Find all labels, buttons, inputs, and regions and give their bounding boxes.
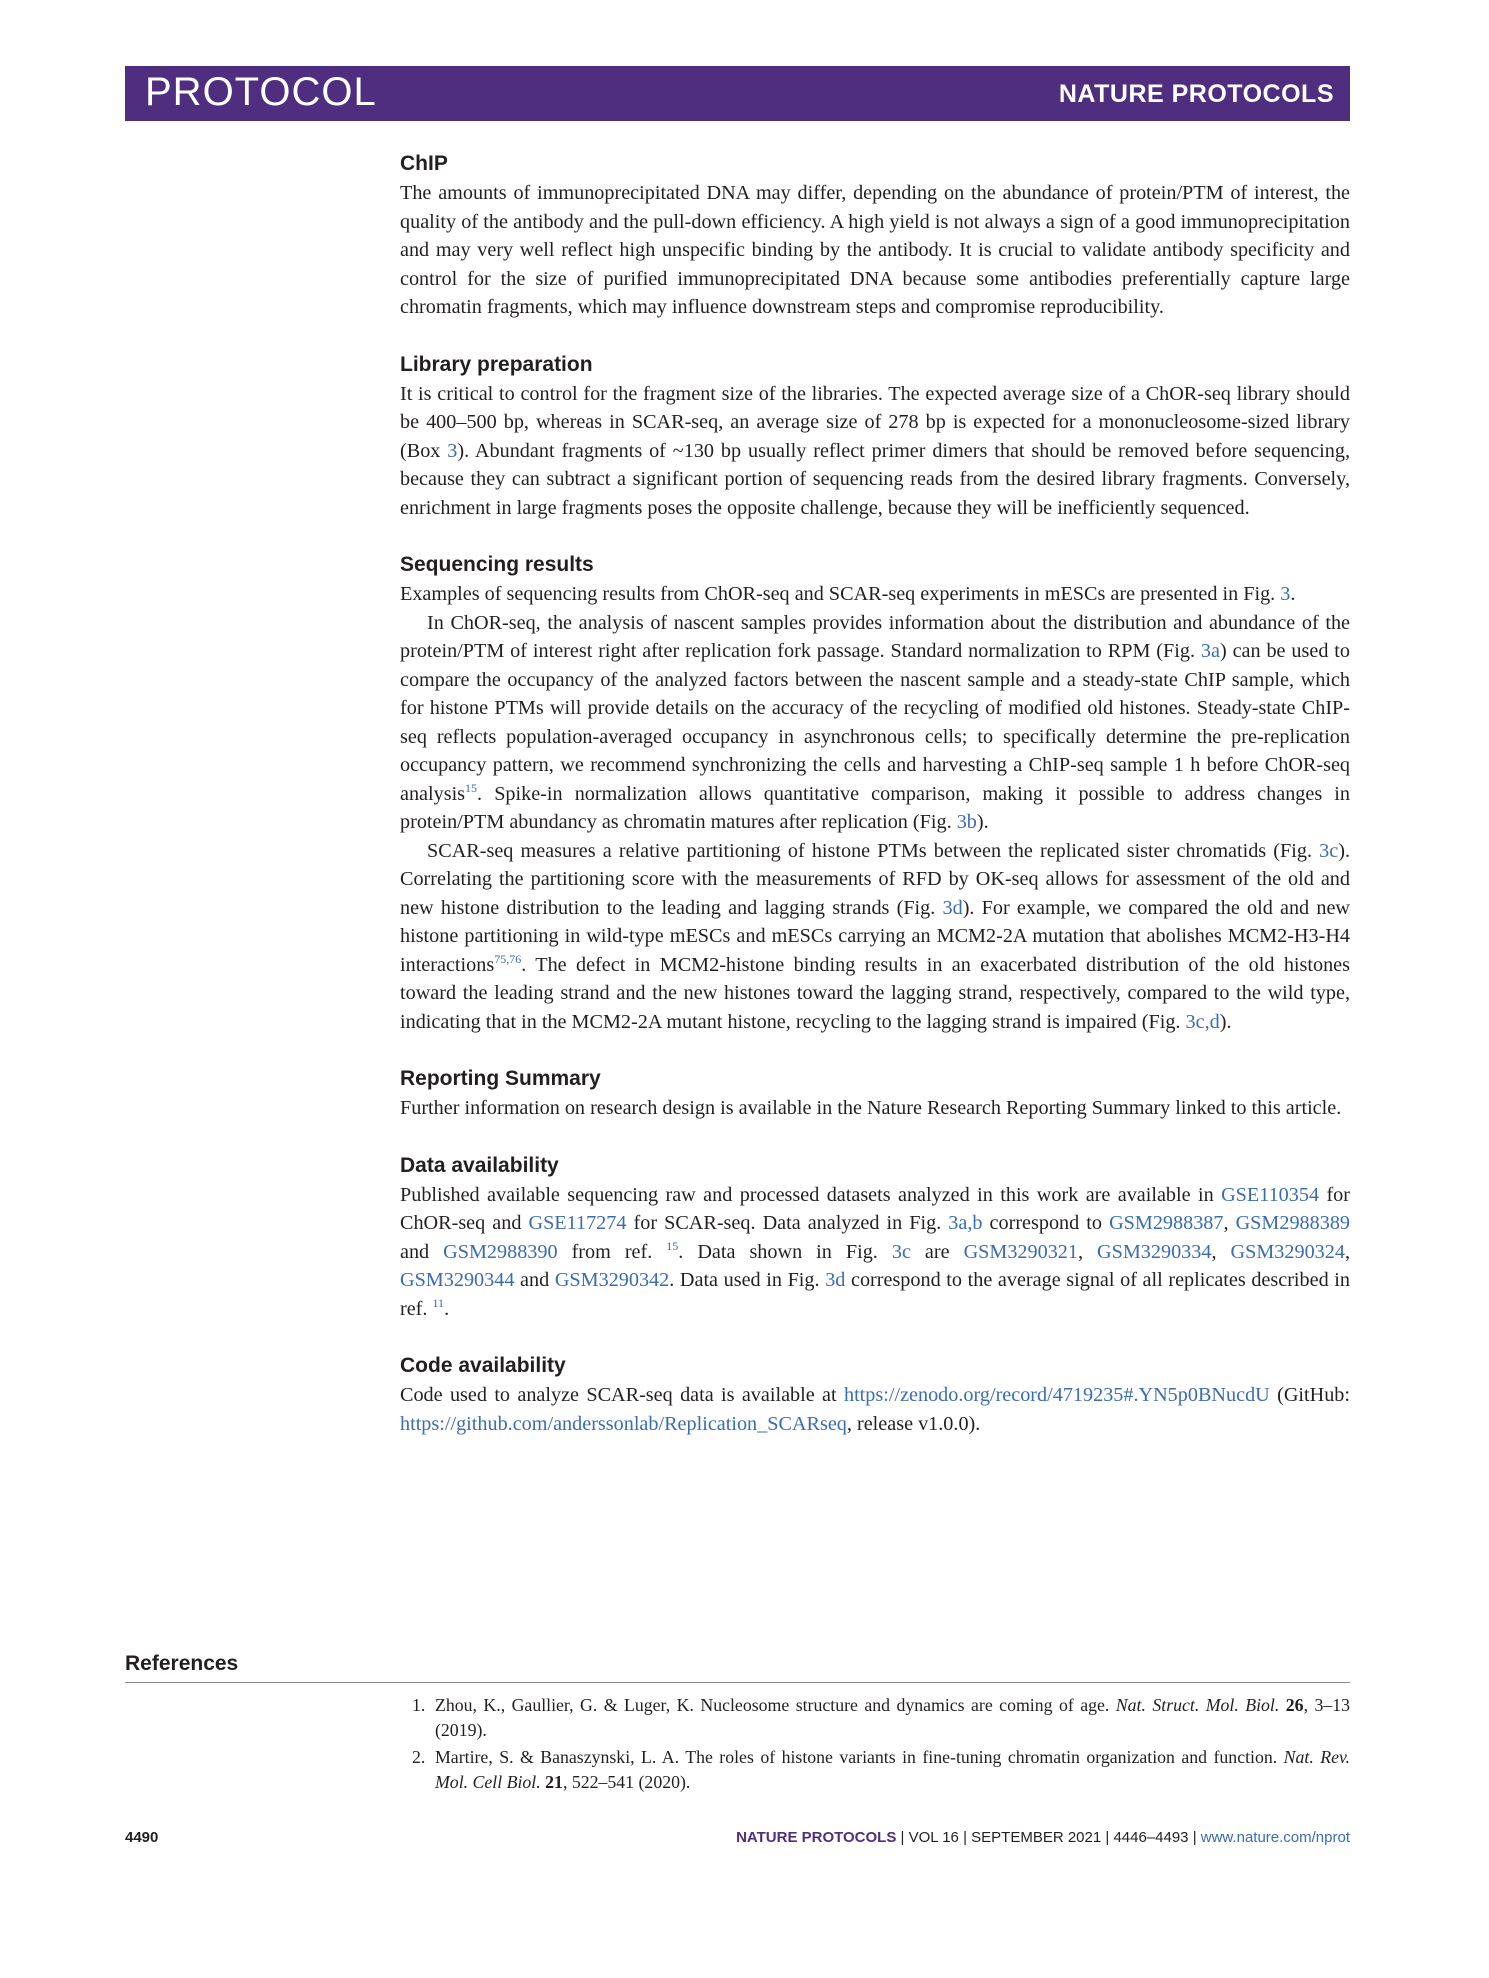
reference-item: 1. Zhou, K., Gaullier, G. & Luger, K. Nucleosome structure and dynamics are coming of age. Nat. Struct. Mol. Biol. 26, 3–13 (2019).: [412, 1695, 1351, 1740]
citation-link[interactable]: 75,76: [494, 951, 522, 966]
section-chip: [400, 148, 1350, 322]
reference-number: 2.: [412, 1747, 426, 1767]
figure-link[interactable]: 3c: [1319, 839, 1339, 862]
accession-link[interactable]: GSM3290324: [1230, 1240, 1345, 1263]
section-heading: ChIP: [400, 152, 448, 175]
figure-link[interactable]: 3a: [1200, 640, 1220, 662]
zenodo-link[interactable]: https://zenodo.org/record/4719235#.YN5p0BNucdU: [843, 1384, 1270, 1406]
paragraph: Further information on research design is available in the Nature Research Reporting Summary linked to this article.: [400, 1097, 1342, 1119]
section-heading: Reporting Summary: [400, 1067, 601, 1090]
citation-link[interactable]: 15: [465, 780, 478, 795]
paragraph: Code used to analyze SCAR-seq data is available at https://zenodo.org/record/4719235#.YN5p0BNucdU (GitHub: https://github.com/anderssonlab/Replication_SCARseq, release v1.0.0).: [400, 1384, 1350, 1435]
figure-link[interactable]: 3: [1280, 583, 1291, 605]
accession-link[interactable]: GSM3290344: [400, 1269, 515, 1291]
citation-link[interactable]: 11: [432, 1295, 445, 1310]
footer-citation: NATURE PROTOCOLS | VOL 16 | SEPTEMBER 2021 | 4446–4493 | www.nature.com/nprot: [736, 1829, 1350, 1846]
paragraph: Published available sequencing raw and processed datasets analyzed in this work are available in GSE110354 for ChOR-seq and GSE117274 for SCAR-seq. Data analyzed in Fig. 3a,b correspond to GSM2988387, GSM2988389 and GSM2988390 from ref. $^{15}$. Data shown in Fig. 3c are GSM3290321, GSM3290334, GSM3290324, GSM3290344 and GSM3290342. Data used in Fig. 3d correspond to the average signal of all replicates described in ref. $^{11}$.: [400, 1183, 1351, 1320]
github-link[interactable]: https://github.com/anderssonlab/Replication_SCARseq: [400, 1412, 847, 1435]
journal-name: NATURE PROTOCOLS: [1058, 80, 1334, 108]
accession-link[interactable]: GSE117274: [528, 1212, 627, 1234]
figure-link[interactable]: 3c: [891, 1240, 911, 1263]
paragraph: It is critical to control for the fragment size of the libraries. The expected average size of a ChOR-seq library should be 400–500 bp, whereas in SCAR-seq, an average size of 278 bp is expected for a mononucleosome-sized library (Box 3). Abundant fragments of ~130 bp usually reflect primer dimers that should be removed before sequencing, because they can subtract a significant portion of sequencing reads from the desired library fragments. Conversely, enrichment in large fragments poses the opposite challenge, because they will be inefficiently sequenced.: [400, 382, 1350, 519]
accession-link[interactable]: GSM2988389: [1235, 1212, 1351, 1234]
section-library-preparation: [400, 349, 1350, 523]
paragraph: In ChOR-seq, the analysis of nascent samples provides information about the distribution and abundance of the protein/PTM of interest right after replication fork passage. Standard normalization to RPM (Fig. 3a) can be used to compare the occupancy of the analyzed factors between the nascent sample and a steady-state ChIP sample, which for histone PTMs will provide details on the accuracy of the recycling of modified old histones. Steady-state ChIP-seq reflects population-averaged occupancy in asynchronous cells; to specifically determine the pre-replication occupancy pattern, we recommend synchronizing the cells and harvesting a ChIP-seq sample 1 h before ChOR-seq analysis$^{15}$. Spike-in normalization allows quantitative comparison, making it possible to address changes in protein/PTM abundancy as chromatin matures after replication (Fig. 3b).: [400, 611, 1351, 833]
paragraph: Examples of sequencing results from ChOR-seq and SCAR-seq experiments in mESCs are presented in Fig. 3.: [400, 583, 1296, 605]
figure-link[interactable]: 3c,d: [1185, 1010, 1220, 1033]
accession-link[interactable]: GSM3290334: [1097, 1240, 1212, 1263]
figure-link[interactable]: 3d: [825, 1269, 846, 1291]
section-heading: Sequencing results: [400, 553, 594, 576]
section-reporting-summary: [400, 1063, 1350, 1123]
references-heading: References: [125, 1652, 239, 1675]
reference-item: 2. Martire, S. & Banaszynski, L. A. The roles of histone variants in fine-tuning chromatin organization and function. Nat. Rev. Mol. Cell Biol. 21, 522–541 (2020).: [412, 1747, 1350, 1792]
accession-link[interactable]: GSM2988390: [443, 1240, 558, 1263]
section-label: PROTOCOL: [145, 70, 377, 114]
section-sequencing-results: [400, 549, 1350, 1036]
section-data-availability: [400, 1150, 1350, 1324]
paragraph: The amounts of immunoprecipitated DNA may differ, depending on the abundance of protein/PTM of interest, the quality of the antibody and the pull-down efficiency. A high yield is not always a sign of a good immunoprecipitation and may very well reflect high unspecific binding by the antibody. It is crucial to validate antibody specificity and control for the size of purified immunoprecipitated DNA because some antibodies preferentially capture large chromatin fragments, which may influence downstream steps and compromise reproducibility.: [400, 182, 1350, 318]
references-list: [400, 1693, 1350, 1797]
journal-header-bar: [125, 66, 1350, 121]
figure-link[interactable]: 3d: [942, 896, 963, 919]
section-code-availability: [400, 1350, 1350, 1438]
figure-link[interactable]: 3a,b: [948, 1212, 983, 1234]
reference-number: 1.: [412, 1695, 426, 1715]
journal-url-link[interactable]: www.nature.com/nprot: [1200, 1829, 1350, 1846]
accession-link[interactable]: GSE110354: [1221, 1183, 1320, 1206]
accession-link[interactable]: GSM2988387: [1109, 1212, 1224, 1234]
main-content: [400, 148, 1350, 1465]
figure-link[interactable]: 3b: [956, 811, 977, 833]
section-heading: Data availability: [400, 1153, 559, 1177]
citation-link[interactable]: 15: [666, 1238, 679, 1253]
paragraph: SCAR-seq measures a relative partitioning of histone PTMs between the replicated sister chromatids (Fig. 3c). Correlating the partitioning score with the measurements of RFD by OK-seq allows for assessment of the old and new histone distribution to the leading and lagging strands (Fig. 3d). For example, we compared the old and new histone partitioning in wild-type mESCs and mESCs carrying an MCM2-2A mutation that abolishes MCM2-H3-H4 interactions$^{75,76}$. The defect in MCM2-histone binding results in an exacerbated distribution of the old histones toward the leading strand and the new histones toward the lagging strand, respectively, compared to the wild type, indicating that in the MCM2-2A mutant histone, recycling to the lagging strand is impaired (Fig. 3c,d).: [400, 839, 1350, 1033]
section-heading: Code availability: [400, 1354, 566, 1377]
accession-link[interactable]: GSM3290342: [554, 1269, 670, 1291]
box-link[interactable]: 3: [447, 439, 458, 462]
accession-link[interactable]: GSM3290321: [963, 1240, 1078, 1263]
section-heading: Library preparation: [400, 352, 593, 376]
page-number: 4490: [125, 1829, 159, 1846]
references-divider: [125, 1682, 1350, 1683]
